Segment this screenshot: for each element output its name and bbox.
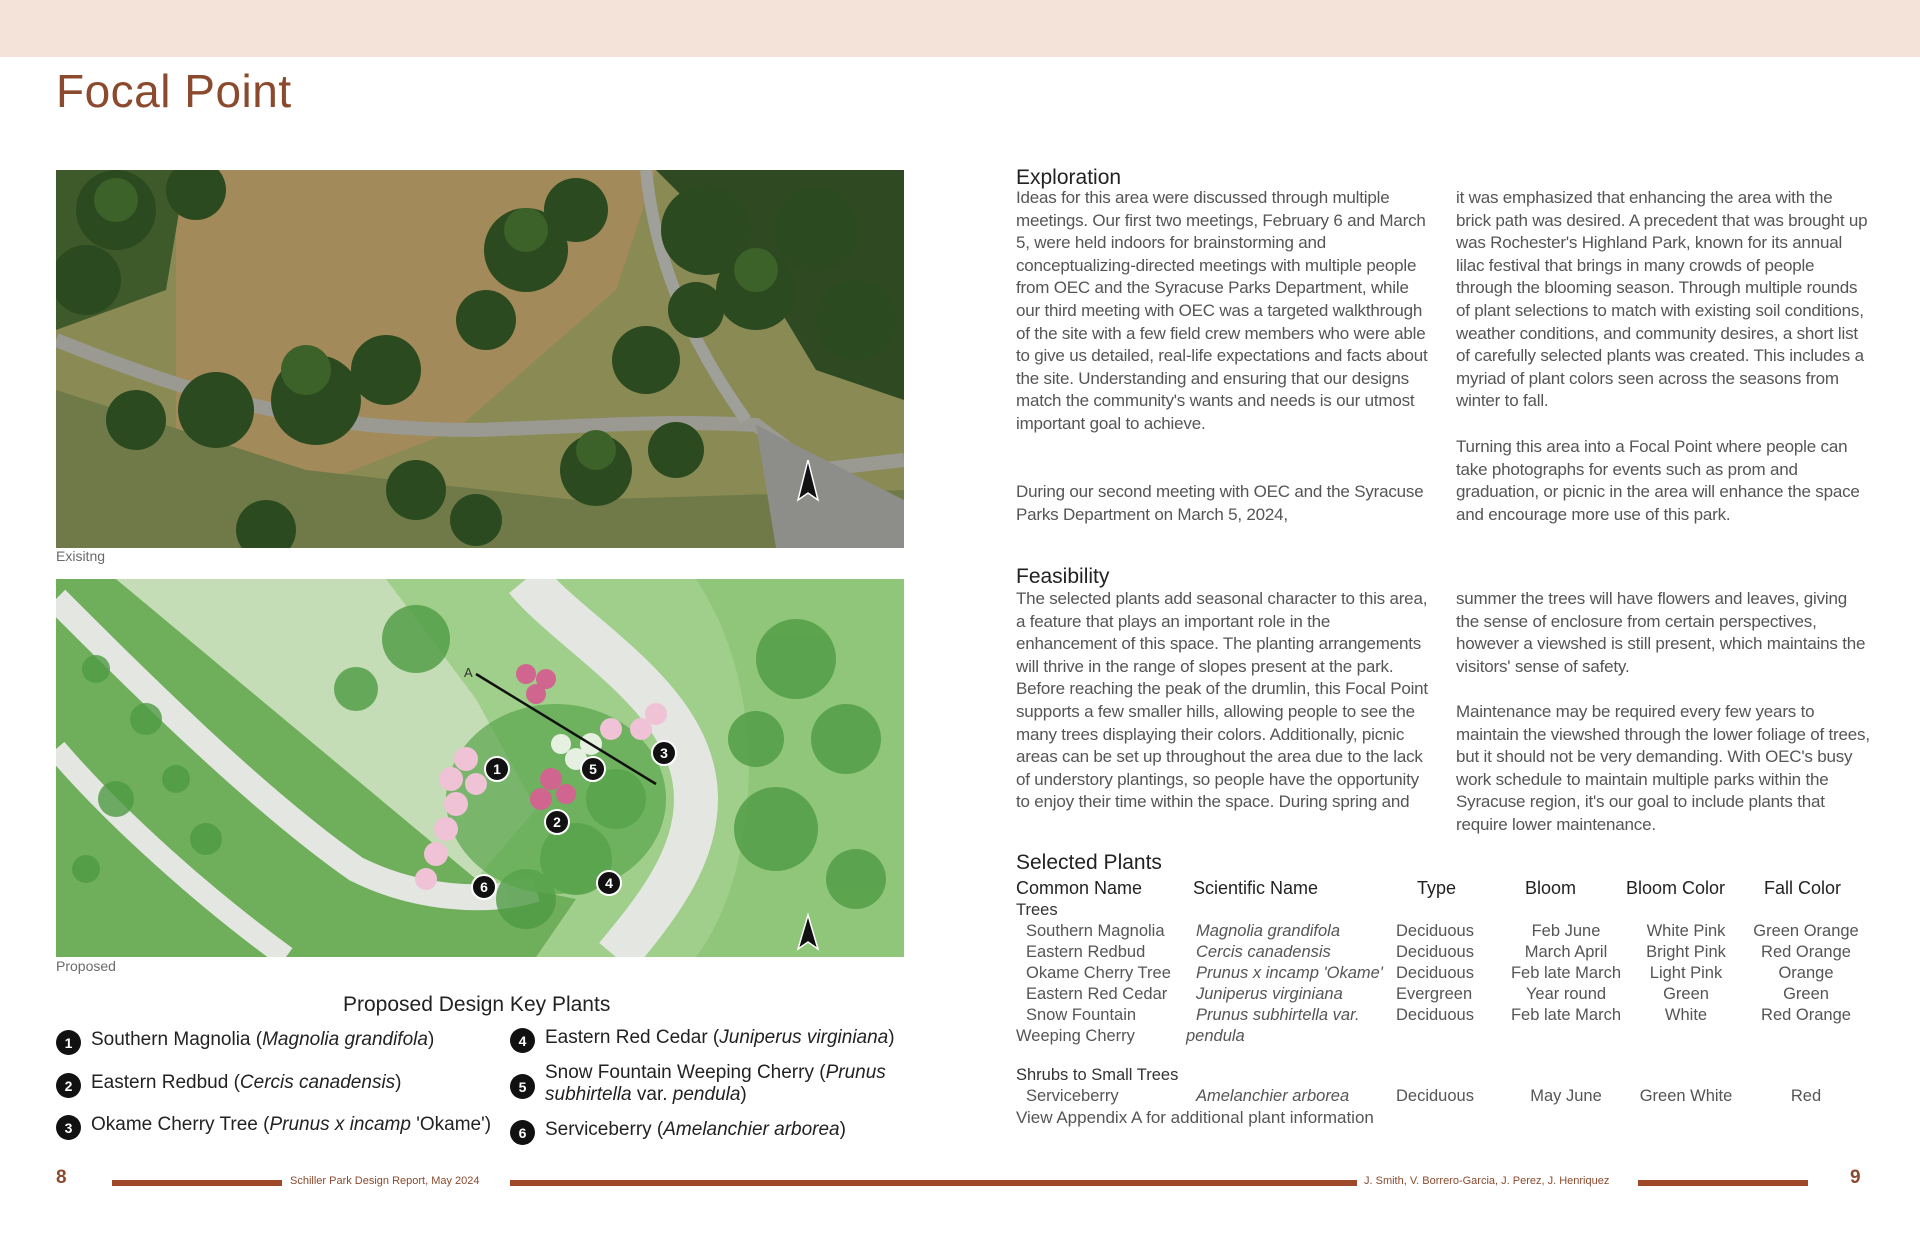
exploration-col2-p2: Turning this area into a Focal Point where people can take photographs for events such as prom and graduation, or picnic in the area will enhance the space and encourage more use of this park. — [1456, 437, 1860, 524]
footer-rule-left — [112, 1180, 282, 1186]
existing-aerial-image — [56, 170, 904, 548]
shrubs-label: Shrubs to Small Trees — [1016, 1066, 1179, 1084]
footer-report-title: Schiller Park Design Report, May 2024 — [290, 1175, 480, 1187]
plan-marker-3: 3 — [660, 745, 668, 761]
key-item-5: 5 Snow Fountain Weeping Cherry (Prunus subhirtella var. pendula) — [510, 1062, 905, 1106]
page-number-left: 8 — [56, 1167, 67, 1188]
feasibility-col1: The selected plants add seasonal character to this area, a feature that plays an important role in the enhancement of this space. The planting arrangements will thrive in the range of slopes present at the park. Before reaching the peak of the drumlin, this Focal Point supports a few smaller hills, allowing people to see the many trees displaying their colors. Additionally, picnic areas can be set up throughout the area due to the lack of understory plantings, so people have the opportunity to enjoy their time within the space. During spring and — [1016, 589, 1428, 812]
key-item-2: 2 Eastern Redbud (Cercis canadensis) — [56, 1072, 402, 1098]
plan-marker-4: 4 — [605, 875, 613, 891]
wrap-scientific: pendula — [1186, 1027, 1245, 1045]
col-header-bloom: Bloom — [1525, 878, 1577, 898]
exploration-col1-p1: Ideas for this area were discussed through multiple meetings. Our first two meetings, February 6 and March 5, were held indoors for brainstorming and conceptualizing-directed meetings with multiple people from OEC and the Syracuse Parks Department, while our third meeting with OEC was a targeted walkthrough of the site with a few field crew members who were able to give us detailed, real-life expectations and facts about the site. Understanding and ensuring that our designs match the community's wants and needs is our utmost important goal to achieve. — [1016, 188, 1428, 433]
plan-marker-2: 2 — [553, 814, 561, 830]
page-number-right: 9 — [1850, 1167, 1861, 1188]
key-item-3: 3 Okame Cherry Tree (Prunus x incamp 'Okame') — [56, 1114, 491, 1140]
feasibility-heading: Feasibility — [1016, 565, 1110, 588]
proposed-plan-image — [56, 579, 904, 957]
col-header-type: Type — [1417, 878, 1457, 898]
plan-marker-1: 1 — [493, 761, 501, 777]
plan-marker-6: 6 — [480, 879, 488, 895]
key-item-6: 6 Serviceberry (Amelanchier arborea) — [510, 1119, 846, 1145]
proposed-caption: Proposed — [56, 958, 116, 974]
trees-label: Trees — [1016, 901, 1058, 919]
existing-caption: Exisitng — [56, 548, 106, 564]
key-item-4: 4 Eastern Red Cedar (Juniperus virginiana) — [510, 1027, 895, 1053]
exploration-col1-p2: During our second meeting with OEC and the Syracuse Parks Department on March 5, 2024, — [1016, 482, 1424, 524]
wrap-common: Weeping Cherry — [1016, 1027, 1135, 1045]
exploration-heading: Exploration — [1016, 166, 1122, 189]
section-label-a: A — [464, 665, 473, 680]
col-header-common: Common Name — [1016, 878, 1143, 898]
key-plants-title: Proposed Design Key Plants — [343, 993, 611, 1016]
exploration-col2-p1: it was emphasized that enhancing the area with the brick path was desired. A precedent that was brought up was Rochester's Highland Park, known for its annual lilac festival that brings in many crowds of people through the blooming season. Through multiple rounds of plant selections to match with existing soil conditions, weather conditions, and community desires, a short list of carefully selected plants was created. This includes a myriad of plant colors seen across the seasons from winter to fall. — [1456, 188, 1868, 411]
footer-rule-right — [1638, 1180, 1808, 1186]
feasibility-col2-p1: summer the trees will have flowers and leaves, giving the sense of enclosure from certain perspectives, however a viewshed is still present, which maintains the visitors' sense of safety. — [1456, 589, 1866, 676]
col-header-bloom-color: Bloom Color — [1626, 878, 1726, 898]
key-item-1: 1 Southern Magnolia (Magnolia grandifola) — [56, 1029, 434, 1055]
header-band — [0, 0, 1920, 57]
feasibility-col2-p2: Maintenance may be required every few years to maintain the viewshed through the lower foliage of trees, but it should not be very demanding. With OEC's busy work schedule to maintain multiple parks within the Syracuse region, it's our goal to include plants that require lower maintenance. — [1456, 702, 1870, 834]
footer-authors: J. Smith, V. Borrero-Garcia, J. Perez, J. Henriquez — [1364, 1175, 1610, 1187]
selected-plants-heading: Selected Plants — [1016, 851, 1162, 874]
col-header-fall-color: Fall Color — [1764, 878, 1842, 898]
page-title: Focal Point — [56, 65, 292, 117]
appendix-note: View Appendix A for additional plant information — [1016, 1108, 1374, 1127]
footer-rule-middle — [510, 1180, 1357, 1186]
col-header-scientific: Scientific Name — [1193, 878, 1319, 898]
plan-marker-5: 5 — [589, 761, 597, 777]
